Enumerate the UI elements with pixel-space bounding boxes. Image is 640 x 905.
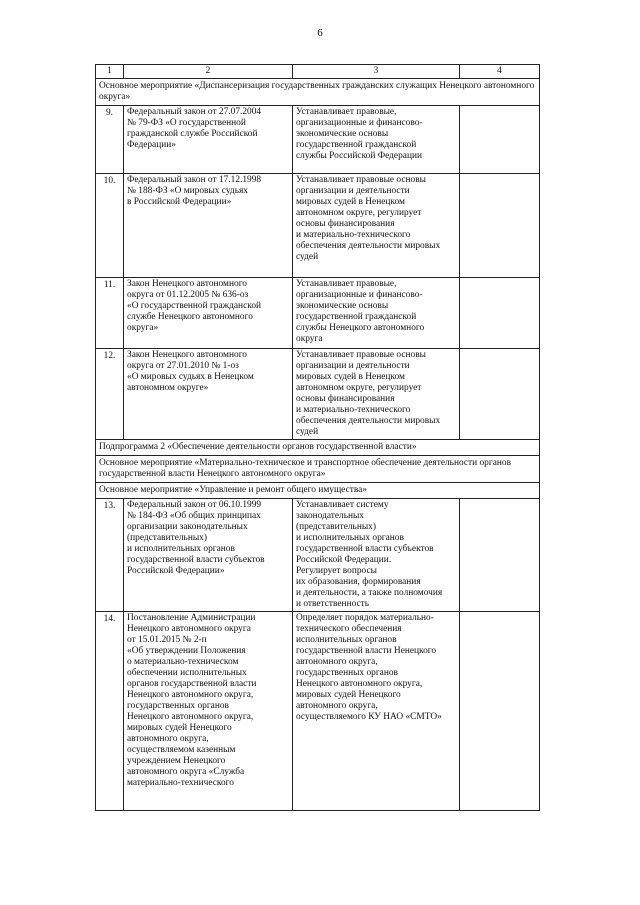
text-line: Закон Ненецкого автономного [127,279,247,289]
notes-cell [460,612,540,811]
text-line: гражданской службе Российской [127,129,258,139]
text-line: Закон Ненецкого автономного [127,350,247,360]
text-line: Устанавливает правовые основы [296,350,426,360]
subprogram-row [96,440,540,456]
section-title: Основное мероприятие «Материально-техническое и транспортное обеспечение деятельности органов государственной власти Ненецкого автономного округа» [96,456,540,483]
text-line: государственной власти Ненецкого [296,646,437,656]
table-row [96,174,540,278]
row-number: 10. [96,174,124,278]
notes-cell [460,106,540,174]
text-line: Федеральный закон от 06.10.1999 [127,500,262,510]
text-line: Федерации» [127,140,176,150]
text-line: Определяет порядок материально- [296,613,434,623]
text-line: автономном округе, регулирует [296,383,422,393]
act-description-cell [293,349,460,440]
text-line: мировых судей в Ненецком [296,372,405,382]
text-line: в Российской Федерации» [127,197,232,207]
section-title: Основное мероприятие «Диспансеризация государственных гражданских служащих Ненецкого автономного округа» [96,79,540,106]
text-line: Ненецкого автономного округа, [127,712,254,722]
text-line: судей [296,427,319,437]
text-line: организационные и финансово- [296,118,423,128]
text-line: исполнительных органов [296,635,397,645]
text-line: Регулирует вопросы [296,566,377,576]
text-line: округа» [127,323,159,333]
text-line: осуществляемом казенным [127,745,236,755]
text-line: и исполнительных органов [127,544,235,554]
text-line: от 15.01.2015 № 2-п [127,635,207,645]
row-number: 13. [96,499,124,612]
text-line: организации и деятельности [296,186,410,196]
text-line: Российской Федерации. [296,555,392,565]
table-row [96,278,540,349]
text-line: «Об утверждении Положения [127,646,246,656]
text-line: округа [296,334,323,344]
act-description-cell [293,278,460,349]
text-line: обеспечения деятельности мировых [296,241,441,251]
text-line: Постановление Администрации [127,613,256,623]
text-line: и исполнительных органов [296,533,404,543]
text-line: о материально-техническом [127,657,239,667]
notes-cell [460,278,540,349]
text-line: мировых судей в Ненецком [296,197,405,207]
text-line: Устанавливает правовые, [296,279,397,289]
text-line: округа от 01.12.2005 № 636-оз [127,290,249,300]
notes-cell [460,349,540,440]
text-line: их образования, формирования [296,577,421,587]
text-line: органов государственной власти [127,679,257,689]
text-line: № 79-ФЗ «О государственной [127,118,246,128]
text-line: государственной гражданской [296,140,417,150]
act-title-cell [124,106,293,174]
text-line: обеспечении исполнительных [127,668,247,678]
act-title-cell [124,174,293,278]
act-description-cell [293,106,460,174]
notes-cell [460,499,540,612]
legal-acts-table [95,64,540,811]
text-line: государственной власти субъектов [296,544,434,554]
column-header: 3 [293,65,460,79]
text-line: мировых судей Ненецкого [127,723,232,733]
text-line: Устанавливает систему [296,500,389,510]
act-title-cell [124,278,293,349]
text-line: и ответственность [296,599,370,609]
text-line: «О государственной гражданской [127,301,262,311]
page-number: 6 [317,27,323,39]
text-line: законодательных [296,511,364,521]
act-title-cell [124,499,293,612]
column-header: 2 [124,65,293,79]
text-line: Федеральный закон от 27.07.2004 [127,107,262,117]
text-line: автономном округе» [127,383,209,393]
table-row [96,499,540,612]
act-title-cell [124,349,293,440]
text-line: автономного округа, [296,657,378,667]
text-line: Ненецкого автономного округа, [296,679,423,689]
column-header: 4 [460,65,540,79]
text-line: основы финансирования [296,219,395,229]
text-line: Ненецкого автономного округа [127,624,251,634]
column-header: 1 [96,65,124,79]
text-line: Федеральный закон от 17.12.1998 [127,175,262,185]
table-header-row [96,65,540,79]
subprogram-title: Подпрограмма 2 «Обеспечение деятельности органов государственной власти» [96,440,540,456]
text-line: № 184-ФЗ «Об общих принципах [127,511,261,521]
text-line: службе Ненецкого автономного [127,312,253,322]
text-line: автономного округа, [127,734,209,744]
row-number: 11. [96,278,124,349]
act-description-cell [293,499,460,612]
table-row [96,106,540,174]
text-line: осуществляемого КУ НАО «СМТО» [296,712,442,722]
text-line: автономного округа, [296,701,378,711]
text-line: государственных органов [127,701,229,711]
act-title-cell [124,612,293,811]
text-line: государственной власти субъектов [127,555,265,565]
table-row [96,612,540,811]
text-line: службы Российской Федерации [296,151,422,161]
table-row [96,349,540,440]
text-line: № 188-ФЗ «О мировых судьях [127,186,248,196]
text-line: округа от 27.01.2010 № 1-оз [127,361,239,371]
text-line: автономном округе, регулирует [296,208,422,218]
text-line: учреждением Ненецкого [127,756,226,766]
text-line: организационные и финансово- [296,290,423,300]
text-line: службы Ненецкого автономного [296,323,425,333]
text-line: технического обеспечения [296,624,402,634]
section-row [96,456,540,483]
text-line: (представительных) [296,522,376,532]
text-line: мировых судей Ненецкого [296,690,401,700]
text-line: и материально-технического [296,230,411,240]
row-number: 14. [96,612,124,811]
section-row [96,483,540,499]
row-number: 9. [96,106,124,174]
text-line: обеспечения деятельности мировых [296,416,441,426]
text-line: экономические основы [296,301,389,311]
text-line: экономические основы [296,129,389,139]
act-description-cell [293,612,460,811]
row-number: 12. [96,349,124,440]
act-description-cell [293,174,460,278]
notes-cell [460,174,540,278]
section-row [96,79,540,106]
text-line: организации и деятельности [296,361,410,371]
text-line: материально-технического [127,778,234,788]
text-line: и деятельности, а также полномочия [296,588,443,598]
text-line: государственной гражданской [296,312,417,322]
text-line: и материально-технического [296,405,411,415]
text-line: автономного округа «Служба [127,767,245,777]
text-line: Российской Федерации» [127,566,225,576]
text-line: «О мировых судьях в Ненецком [127,372,254,382]
text-line: Ненецкого автономного округа, [127,690,254,700]
text-line: судей [296,252,319,262]
text-line: Устанавливает правовые основы [296,175,426,185]
text-line: (представительных) [127,533,207,543]
text-line: организации законодательных [127,522,248,532]
text-line: основы финансирования [296,394,395,404]
text-line: государственных органов [296,668,398,678]
text-line: Устанавливает правовые, [296,107,397,117]
section-title: Основное мероприятие «Управление и ремонт общего имущества» [96,483,540,499]
